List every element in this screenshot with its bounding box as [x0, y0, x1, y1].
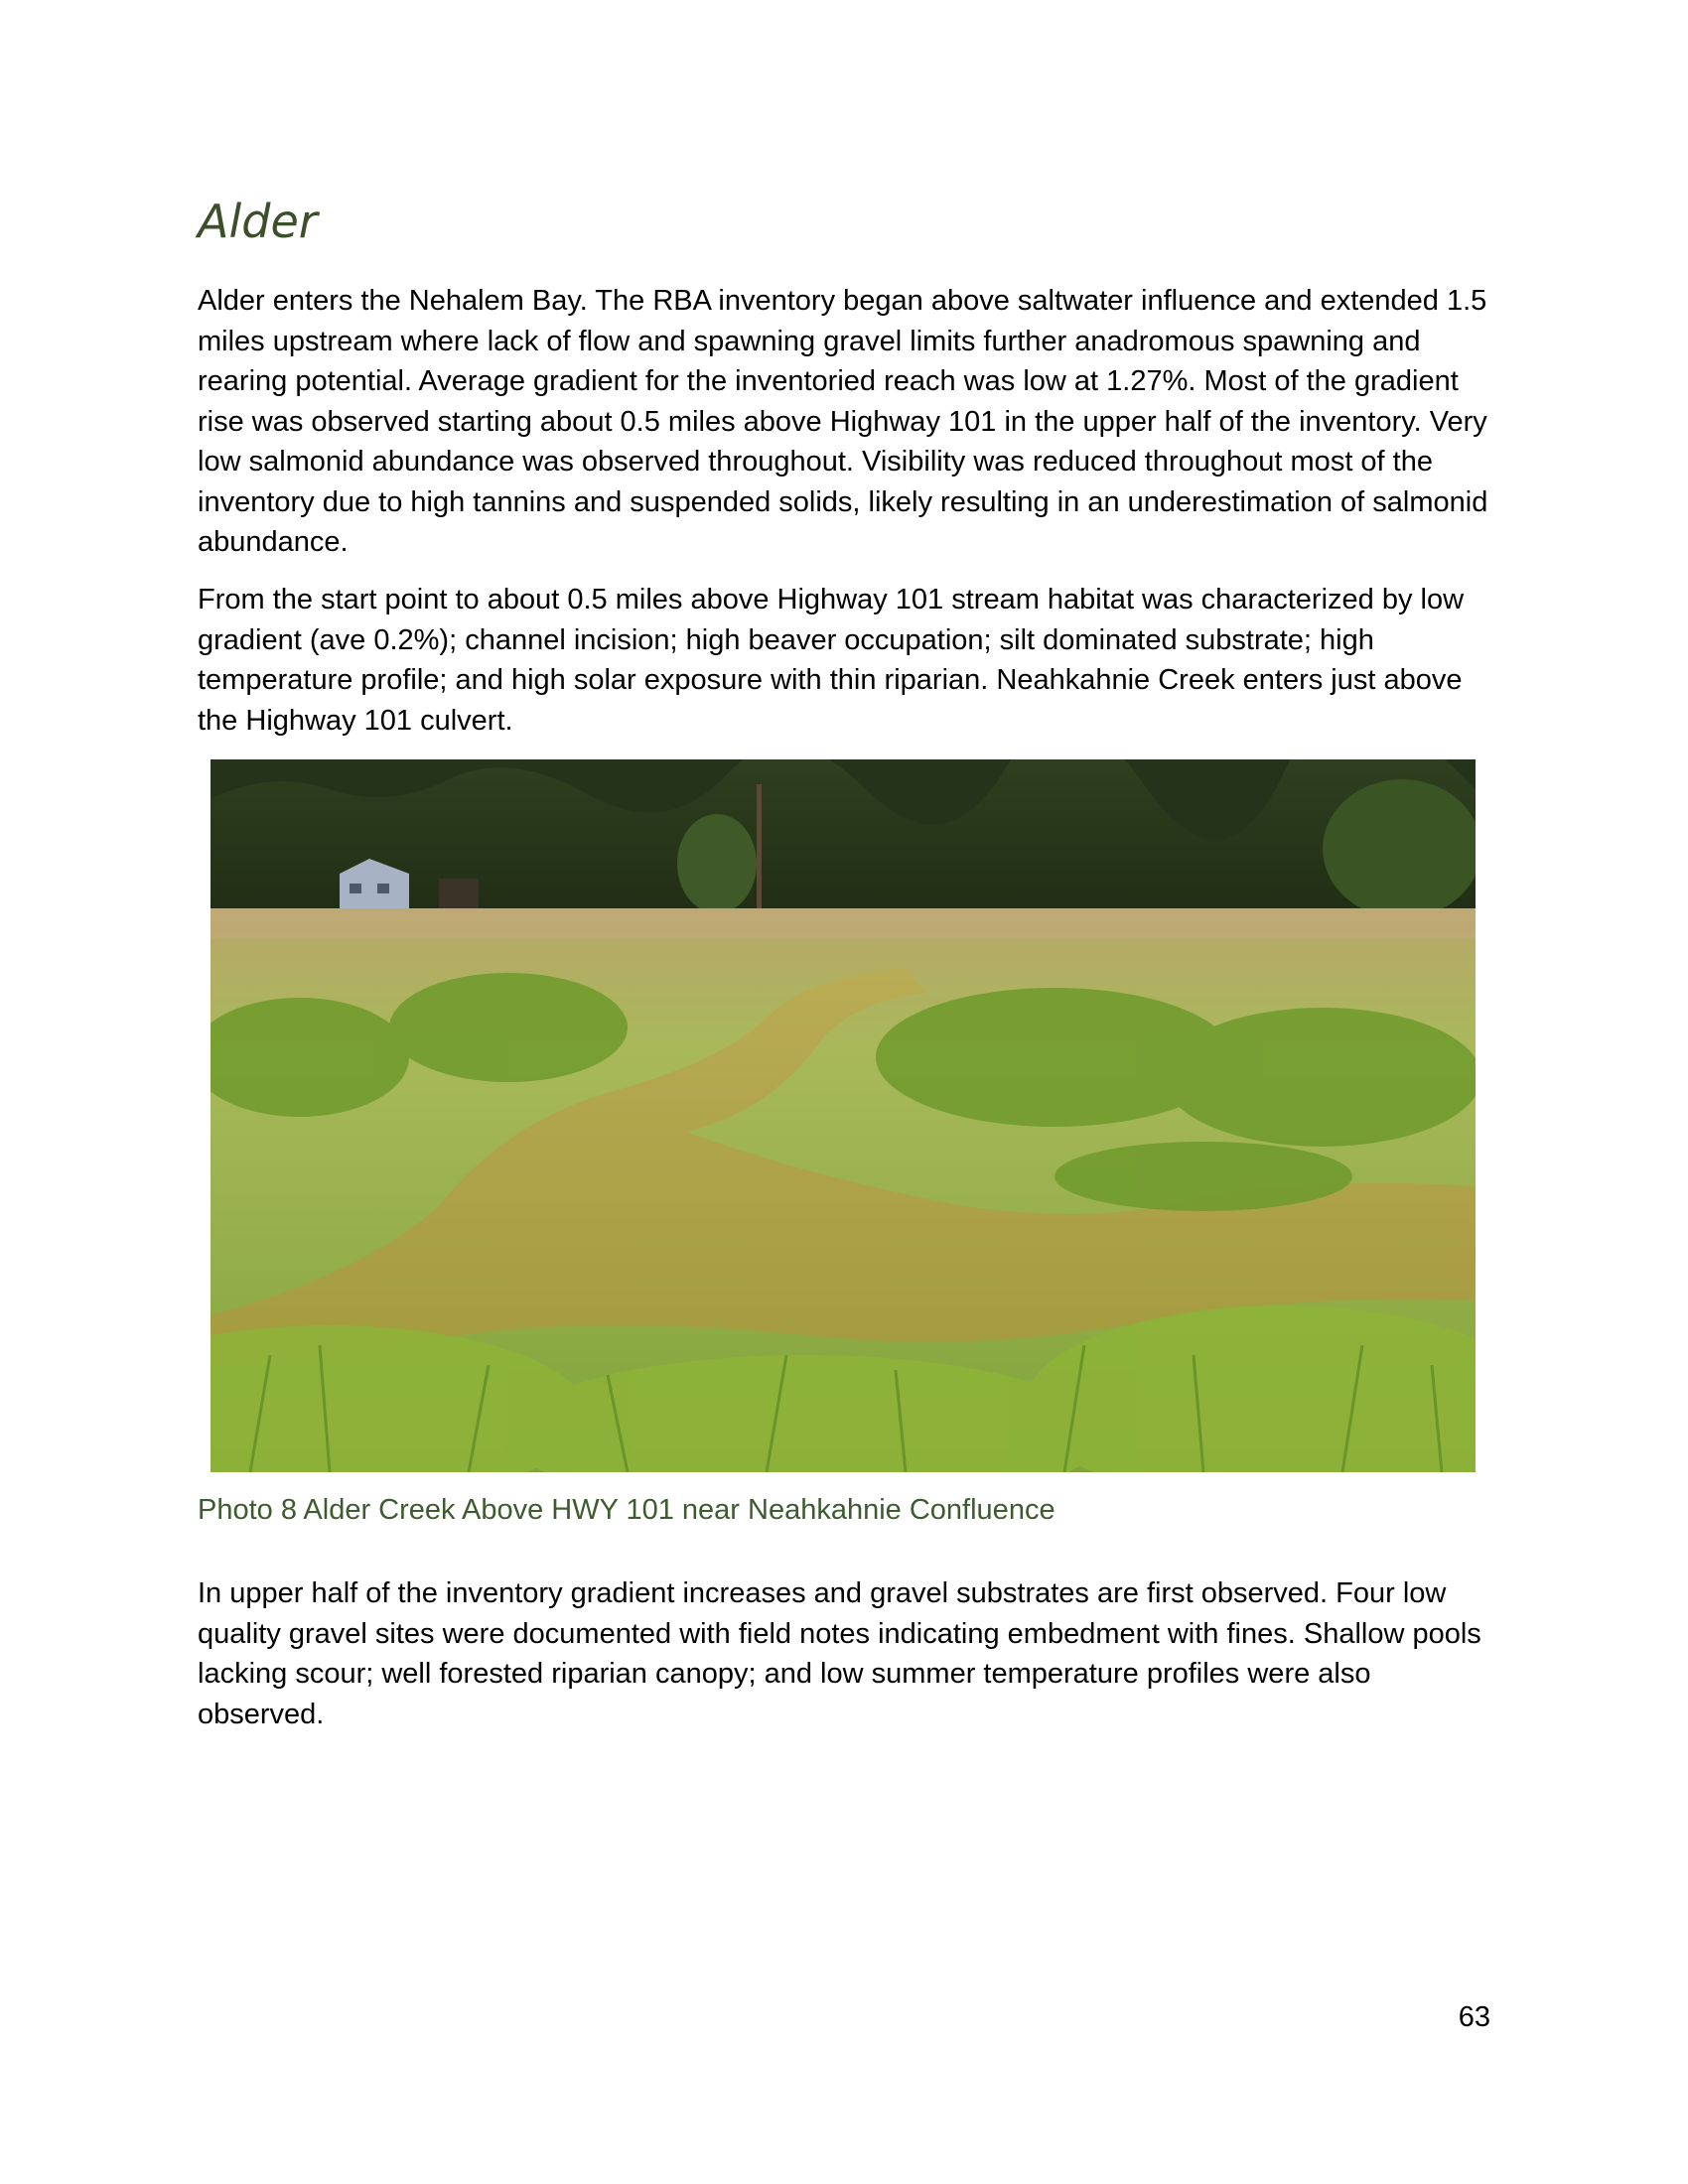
body-paragraph-2: From the start point to about 0.5 miles above Highway 101 stream habitat was characterized by low gradient (ave 0.2%); channel incision; high beaver occupation; silt dominated substrate; high temperature profile; and high solar exposure with thin riparian. Neahkahnie Creek enters just above the Highway 101 culvert. — [198, 584, 1465, 737]
creek-photo — [211, 759, 1476, 1472]
body-paragraph-3: In upper half of the inventory gradient increases and gravel substrates are first observed. Four low quality gravel sites were documented with field notes indicating embedment with fines. Shallow pools lacking scour; well forested riparian canopy; and low summer temperature profiles were also observed. — [198, 1577, 1481, 1730]
photo-caption: Photo 8 Alder Creek Above HWY 101 near Neahkahnie Confluence — [198, 1494, 1055, 1526]
page-number: 63 — [1458, 2001, 1490, 2033]
body-paragraph-1: Alder enters the Nehalem Bay. The RBA inventory began above saltwater influence and extended 1.5 miles upstream where lack of flow and spawning gravel limits further anadromous spawning and rearing potential. Average gradient for the inventoried reach was low at 1.27%. Most of the gradient rise was observed starting about 0.5 miles above Highway 101 in the upper half of the inventory. Very low salmonid abundance was observed throughout. Visibility was reduced throughout most of the inventory due to high tannins and suspended solids, likely resulting in an underestimation of salmonid abundance. — [198, 285, 1488, 558]
section-heading: Alder — [198, 195, 318, 248]
